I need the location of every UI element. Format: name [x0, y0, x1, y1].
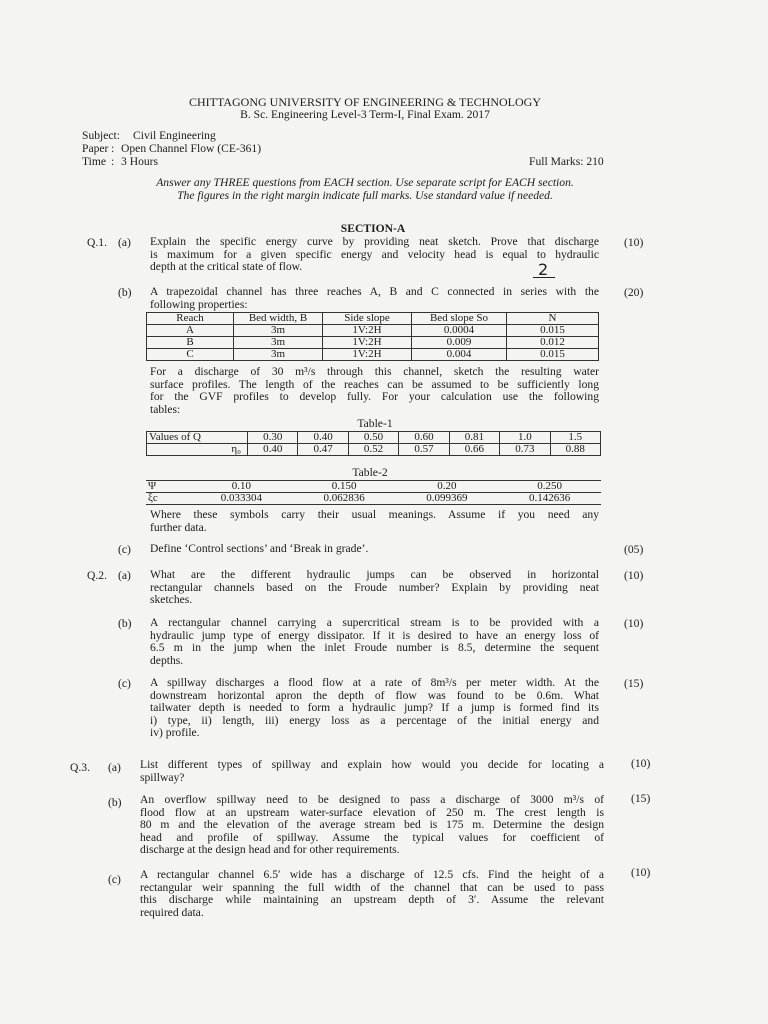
q3a-text: List different types of spillway and explain how would you decide for locating a spillway?: [140, 758, 604, 784]
q1b-text: A trapezoidal channel has three reaches A, B and C connected in series with the following properties:: [150, 285, 599, 311]
table2-title: Table-2: [352, 466, 388, 479]
q1b-text-3: Where these symbols carry their usual meanings. Assume if you need any further data.: [150, 508, 599, 534]
q3c-text: A rectangular channel 6.5′ wide has a discharge of 12.5 cfs. Find the height of a rectangular weir spanning the full width of the channel that can be used to pass this discharge while maintaining an upstream depth of 3′. Assume the relevant required data.: [140, 868, 604, 919]
q3b-text: An overflow spillway need to be designed to pass a discharge of 3000 m³/s of flood flow at an upstream water-surface elevation of 250 m. The crest length is 80 m and the elevation of the average stream bed is 175 m. Determine the design head and profile of spillway. Assume the typical values for coefficient of discharge at the design head and for other requirements.: [140, 793, 604, 857]
exam-title: B. Sc. Engineering Level-3 Term-I, Final Exam. 2017: [240, 108, 490, 121]
q2a-text: What are the different hydraulic jumps can be observed in horizontal rectangular channels based on the Froude number? Explain by providing neat sketches.: [150, 568, 599, 607]
q2-number: Q.2.: [87, 569, 107, 582]
q2b-label: (b): [118, 617, 132, 630]
q2a-marks: (10): [624, 569, 644, 582]
q2c-label: (c): [118, 677, 131, 690]
q1c-text: Define ‘Control sections’ and ‘Break in grade’.: [150, 542, 369, 555]
q1a-label: (a): [118, 236, 131, 249]
q1c-label: (c): [118, 543, 131, 556]
q1c-marks: (05): [624, 543, 644, 556]
q1-number: Q.1.: [87, 236, 107, 249]
table-row: A 3m 1V:2H 0.0004 0.015: [147, 325, 599, 337]
handwritten-underline: [533, 277, 555, 278]
instructions-line-1: Answer any THREE questions from EACH section. Use separate script for EACH section.: [156, 176, 574, 189]
table-row: C 3m 1V:2H 0.004 0.015: [147, 349, 599, 361]
university-name: CHITTAGONG UNIVERSITY OF ENGINEERING & TECHNOLOGY: [188, 95, 541, 109]
q3-number: Q.3.: [70, 761, 90, 774]
q2b-marks: (10): [624, 617, 644, 630]
table-2: [146, 480, 601, 505]
q1b-marks: (20): [624, 286, 644, 299]
q1b-text-2: For a discharge of 30 m³/s through this channel, sketch the resulting water surface profiles. The length of the reaches can be assumed to be sufficiently long for the GVF profiles to develop fully. For your calculation use the following tables:: [150, 365, 599, 416]
table-row: ξc 0.033304 0.062836 0.099369 0.142636: [146, 493, 601, 505]
table1-title: Table-1: [357, 417, 393, 430]
reach-table: [146, 312, 599, 361]
q3b-marks: (15): [631, 792, 651, 805]
section-title: SECTION-A: [340, 222, 406, 235]
q3c-label: (c): [108, 873, 121, 886]
handwritten-mark: 2: [538, 260, 549, 279]
instructions-line-2: The figures in the right margin indicate full marks. Use standard value if needed.: [177, 189, 553, 202]
subject-value: Civil Engineering: [133, 129, 216, 142]
table-header-row: Reach Bed width, B Side slope Bed slope So N: [147, 313, 599, 325]
q2c-marks: (15): [624, 677, 644, 690]
exam-page: CHITTAGONG UNIVERSITY OF ENGINEERING & TECHNOLOGY B. Sc. Engineering Level-3 Term-I, Final Exam. 2017 Subject: Civil Engineering Paper : Open Channel Flow (CE-361) Time : 3 Hours Full Marks: 210 Answer any THREE questions from EACH section. Use separate script for EACH section. The figures in the right margin indicate full marks. Use standard value if needed. SECTION-A Q.1. (a) Explain the specific energy curve by providing neat sketch. Prove that discharge is maximum for a given specific energy and velocity head is equal to hydraulic depth at the critical state of flow. (10) 2 (b) A trapezoidal channel has three reaches A, B and C connected in series with the following properties: (20) Reach Bed width, B Side slope Bed slope So N A 3m 1V:2H 0.0004 0.015 B 3m 1V:2H 0.009 0.012 C 3m 1V:2H 0.004 0.015 For a discharge of 30 m³/s through this channel, sketch the resulting water surface profiles. The length of the reaches can be assumed to be sufficiently long for the GVF profiles to develop fully. For your calculation use the following tables: Table-1 Values of Q 0.30 0.40 0.50 0.60 0.81 1.0 1.5 η₀ 0.40 0.47 0.52 0.57 0.66 0.73 0.88 Table-2 Ψ 0.10 0.150 0.20 0.250 ξc 0.033304 0.062836 0.099369 0.142636 Where these symbols carry their usual meanings. Assume if you need any further data. (c) Define ‘Control sections’ and ‘Break in grade’. (05) Q.2. (a) What are the different hydraulic jumps can be observed in horizontal rectangular channels based on the Froude number? Explain by providing neat sketches. (10) (b) A rectangular channel carrying a supercritical stream is to be provided with a hydraulic jump type of energy dissipator. If it is desired to have an energy loss of 6.5 m in the jump when the inlet Froude number is 8.5, determine the sequent depths. (10) (c) A spillway discharges a flood flow at a rate of 8m³/s per meter width. At the downstream horizontal apron the depth of flow was found to be 0.6m. What tailwater depth is needed to form a hydraulic jump? If a jump is formed find its i) type, ii) length, iii) energy loss as a percentage of the initial energy and iv) profile. (15) Q.3. (a) List different types of spillway and explain how would you decide for locating a spillway? (10) (b) An overflow spillway need to be designed to pass a discharge of 3000 m³/s of flood flow at an upstream water-surface elevation of 250 m. The crest length is 80 m and the elevation of the average stream bed is 175 m. Determine the design head and profile of spillway. Assume the typical values for coefficient of discharge at the design head and for other requirements. (15) (c) A rectangular channel 6.5′ wide has a discharge of 12.5 cfs. Find the height of a rectangular weir spanning the full width of the channel that can be used to pass this discharge while maintaining an upstream depth of 3′. Assume the relevant required data. (10): [0, 0, 768, 1024]
q2c-text: A spillway discharges a flood flow at a rate of 8m³/s per meter width. At the downstream horizontal apron the depth of flow was found to be 0.6m. What tailwater depth is needed to form a hydraulic jump? If a jump is formed find its i) type, ii) length, iii) energy loss as a percentage of the initial energy and iv) profile.: [150, 676, 599, 740]
q3b-label: (b): [108, 796, 122, 809]
q1a-marks: (10): [624, 236, 644, 249]
table-row: Values of Q 0.30 0.40 0.50 0.60 0.81 1.0 1.5: [147, 432, 601, 444]
q1a-text: Explain the specific energy curve by providing neat sketch. Prove that discharge is maximum for a given specific energy and velocity head is equal to hydraulic depth at the critical state of flow.: [150, 235, 599, 274]
q2b-text: A rectangular channel carrying a supercritical stream is to be provided with a hydraulic jump type of energy dissipator. If it is desired to have an energy loss of 6.5 m in the jump when the inlet Froude number is 8.5, determine the sequent depths.: [150, 616, 599, 667]
q3c-marks: (10): [631, 866, 651, 879]
paper-label: Paper: [82, 142, 109, 155]
q3a-label: (a): [108, 761, 121, 774]
table-row: η₀ 0.40 0.47 0.52 0.57 0.66 0.73 0.88: [147, 444, 601, 456]
time-value: 3 Hours: [121, 155, 159, 168]
q3a-marks: (10): [631, 757, 651, 770]
paper-value: Open Channel Flow (CE-361): [121, 142, 262, 155]
subject-label: Subject:: [82, 129, 120, 142]
table-1: [146, 431, 601, 456]
q1b-label: (b): [118, 286, 132, 299]
time-label: Time: [82, 155, 107, 168]
q2a-label: (a): [118, 569, 131, 582]
full-marks: Full Marks: 210: [529, 155, 604, 168]
table-row: Ψ 0.10 0.150 0.20 0.250: [146, 481, 601, 493]
table-row: B 3m 1V:2H 0.009 0.012: [147, 337, 599, 349]
